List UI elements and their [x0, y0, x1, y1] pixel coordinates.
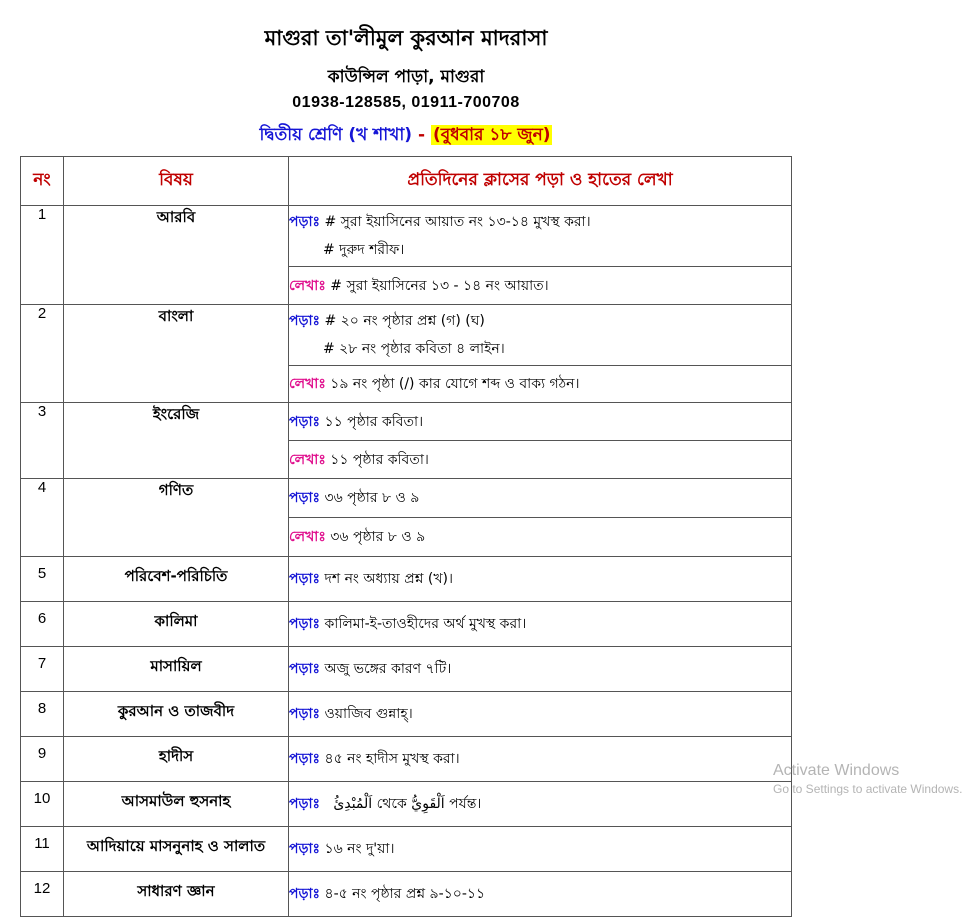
page-title: মাগুরা তা'লীমুল কুরআন মাদরাসা	[264, 26, 548, 50]
read-text: ৪-৫ নং পৃষ্ঠার প্রশ্ন ৯-১০-১১	[324, 886, 486, 902]
row-subject: পরিবেশ-পরিচিতি	[64, 557, 289, 602]
row-number: 1	[21, 206, 64, 305]
row-number: 5	[21, 557, 64, 602]
read-label: পড়াঃ	[289, 796, 321, 812]
read-text-line2: # ২৮ নং পৃষ্ঠার কবিতা ৪ লাইন।	[323, 341, 505, 357]
write-label: লেখাঃ	[289, 451, 326, 468]
write-label: লেখাঃ	[289, 376, 326, 392]
row-number: 9	[21, 737, 64, 782]
row-number: 8	[21, 692, 64, 737]
row-subject: কালিমা	[64, 602, 289, 647]
read-label: পড়াঃ	[289, 886, 321, 902]
read-cell	[289, 647, 792, 692]
read-label: পড়াঃ	[289, 751, 321, 767]
read-label: পড়াঃ	[289, 214, 321, 230]
read-cell	[289, 479, 792, 518]
row-subject: বাংলা	[64, 305, 289, 403]
row-subject: হাদীস	[64, 737, 289, 782]
table-row	[21, 305, 792, 366]
table-row	[21, 872, 792, 917]
header-subject: বিষয়	[64, 157, 289, 206]
row-subject: কুরআন ও তাজবীদ	[64, 692, 289, 737]
row-subject: আরবি	[64, 206, 289, 305]
read-label: পড়াঃ	[289, 706, 321, 722]
write-label: লেখাঃ	[289, 277, 326, 294]
write-cell	[289, 366, 792, 403]
row-subject: আদিয়ায়ে মাসনুনাহ ও সালাত	[64, 827, 289, 872]
header-content: প্রতিদিনের ক্লাসের পড়া ও হাতের লেখা	[289, 157, 792, 206]
table-row	[21, 602, 792, 647]
read-label: পড়াঃ	[289, 490, 321, 506]
table-row	[21, 692, 792, 737]
address: কাউন্সিল পাড়া, মাগুরা	[327, 67, 485, 87]
row-subject: ইংরেজি	[64, 403, 289, 479]
watermark-line1: Activate Windows	[773, 762, 900, 779]
read-cell	[289, 305, 792, 366]
read-cell	[289, 737, 792, 782]
read-text: # ২০ নং পৃষ্ঠার প্রশ্ন (গ) (ঘ)	[324, 313, 485, 329]
watermark-line2: Go to Settings to activate Windows.	[773, 782, 962, 796]
write-text: ১৯ নং পৃষ্ঠা (/) কার যোগে শব্দ ও বাক্য গঠন।	[330, 376, 580, 392]
row-number: 11	[21, 827, 64, 872]
row-number: 10	[21, 782, 64, 827]
table-row	[21, 782, 792, 827]
write-text: ১১ পৃষ্ঠার কবিতা।	[330, 451, 429, 468]
row-number: 6	[21, 602, 64, 647]
read-label: পড়াঃ	[289, 841, 321, 857]
row-subject: মাসায়িল	[64, 647, 289, 692]
read-text: # সুরা ইয়াসিনের আয়াত নং ১৩-১৪ মুখস্থ করা।	[324, 214, 591, 230]
read-cell	[289, 692, 792, 737]
row-number: 7	[21, 647, 64, 692]
read-cell	[289, 872, 792, 917]
read-label: পড়াঃ	[289, 571, 321, 587]
write-cell	[289, 267, 792, 305]
row-subject: সাধারণ জ্ঞান	[64, 872, 289, 917]
read-label: পড়াঃ	[289, 661, 321, 677]
phone-numbers: 01938-128585, 01911-700708	[292, 94, 520, 111]
write-cell	[289, 518, 792, 557]
table-row	[21, 647, 792, 692]
read-cell	[289, 206, 792, 267]
read-cell	[289, 403, 792, 441]
read-text: ওয়াজিব গুন্নাহ্।	[324, 706, 413, 722]
write-label: লেখাঃ	[289, 529, 326, 545]
row-subject: আসমাউল হুসনাহ	[64, 782, 289, 827]
read-text: কালিমা-ই-তাওহীদের অর্থ মুখস্থ করা।	[324, 616, 527, 632]
row-number: 2	[21, 305, 64, 403]
read-text: ৪৫ নং হাদীস মুখস্থ করা।	[324, 751, 460, 767]
read-cell	[289, 602, 792, 647]
read-cell	[289, 782, 792, 827]
table-row	[21, 479, 792, 518]
write-cell	[289, 441, 792, 479]
read-cell	[289, 557, 792, 602]
table-row	[21, 737, 792, 782]
read-text: ১১ পৃষ্ঠার কবিতা।	[324, 413, 424, 430]
write-text: ৩৬ পৃষ্ঠার ৮ ও ৯	[330, 529, 426, 545]
read-text: অজু ভঙ্গের কারণ ৭টি।	[324, 661, 452, 677]
table-header-row	[21, 157, 792, 206]
header-no: নং	[21, 157, 64, 206]
read-text-line2: # দুরুদ শরীফ।	[323, 242, 405, 258]
write-text: # সুরা ইয়াসিনের ১৩ - ১৪ নং আয়াত।	[330, 277, 549, 294]
table-row	[21, 206, 792, 267]
read-text: اَلْمُبْدِئُ থেকে اَلْقَوِيُّ পর্যন্ত।	[324, 796, 482, 812]
read-label: পড়াঃ	[289, 616, 321, 632]
read-label: পড়াঃ	[289, 413, 321, 430]
class-name: দ্বিতীয় শ্রেণি (খ শাখা)	[259, 125, 413, 145]
row-number: 4	[21, 479, 64, 557]
row-subject: গণিত	[64, 479, 289, 557]
routine-table	[20, 156, 792, 917]
read-text: দশ নং অধ্যায় প্রশ্ন (খ)।	[324, 571, 454, 587]
read-cell	[289, 827, 792, 872]
class-date: (বুধবার ১৮ জুন)	[432, 125, 551, 145]
class-subtitle	[0, 122, 812, 150]
table-row	[21, 557, 792, 602]
read-text: ১৬ নং দু'য়া।	[324, 841, 395, 857]
activate-windows-watermark	[773, 762, 962, 796]
table-row	[21, 403, 792, 441]
read-text: ৩৬ পৃষ্ঠার ৮ ও ৯	[324, 490, 420, 506]
table-row	[21, 827, 792, 872]
row-number: 3	[21, 403, 64, 479]
read-label: পড়াঃ	[289, 313, 321, 329]
row-number: 12	[21, 872, 64, 917]
subtitle-dash: -	[412, 125, 431, 145]
